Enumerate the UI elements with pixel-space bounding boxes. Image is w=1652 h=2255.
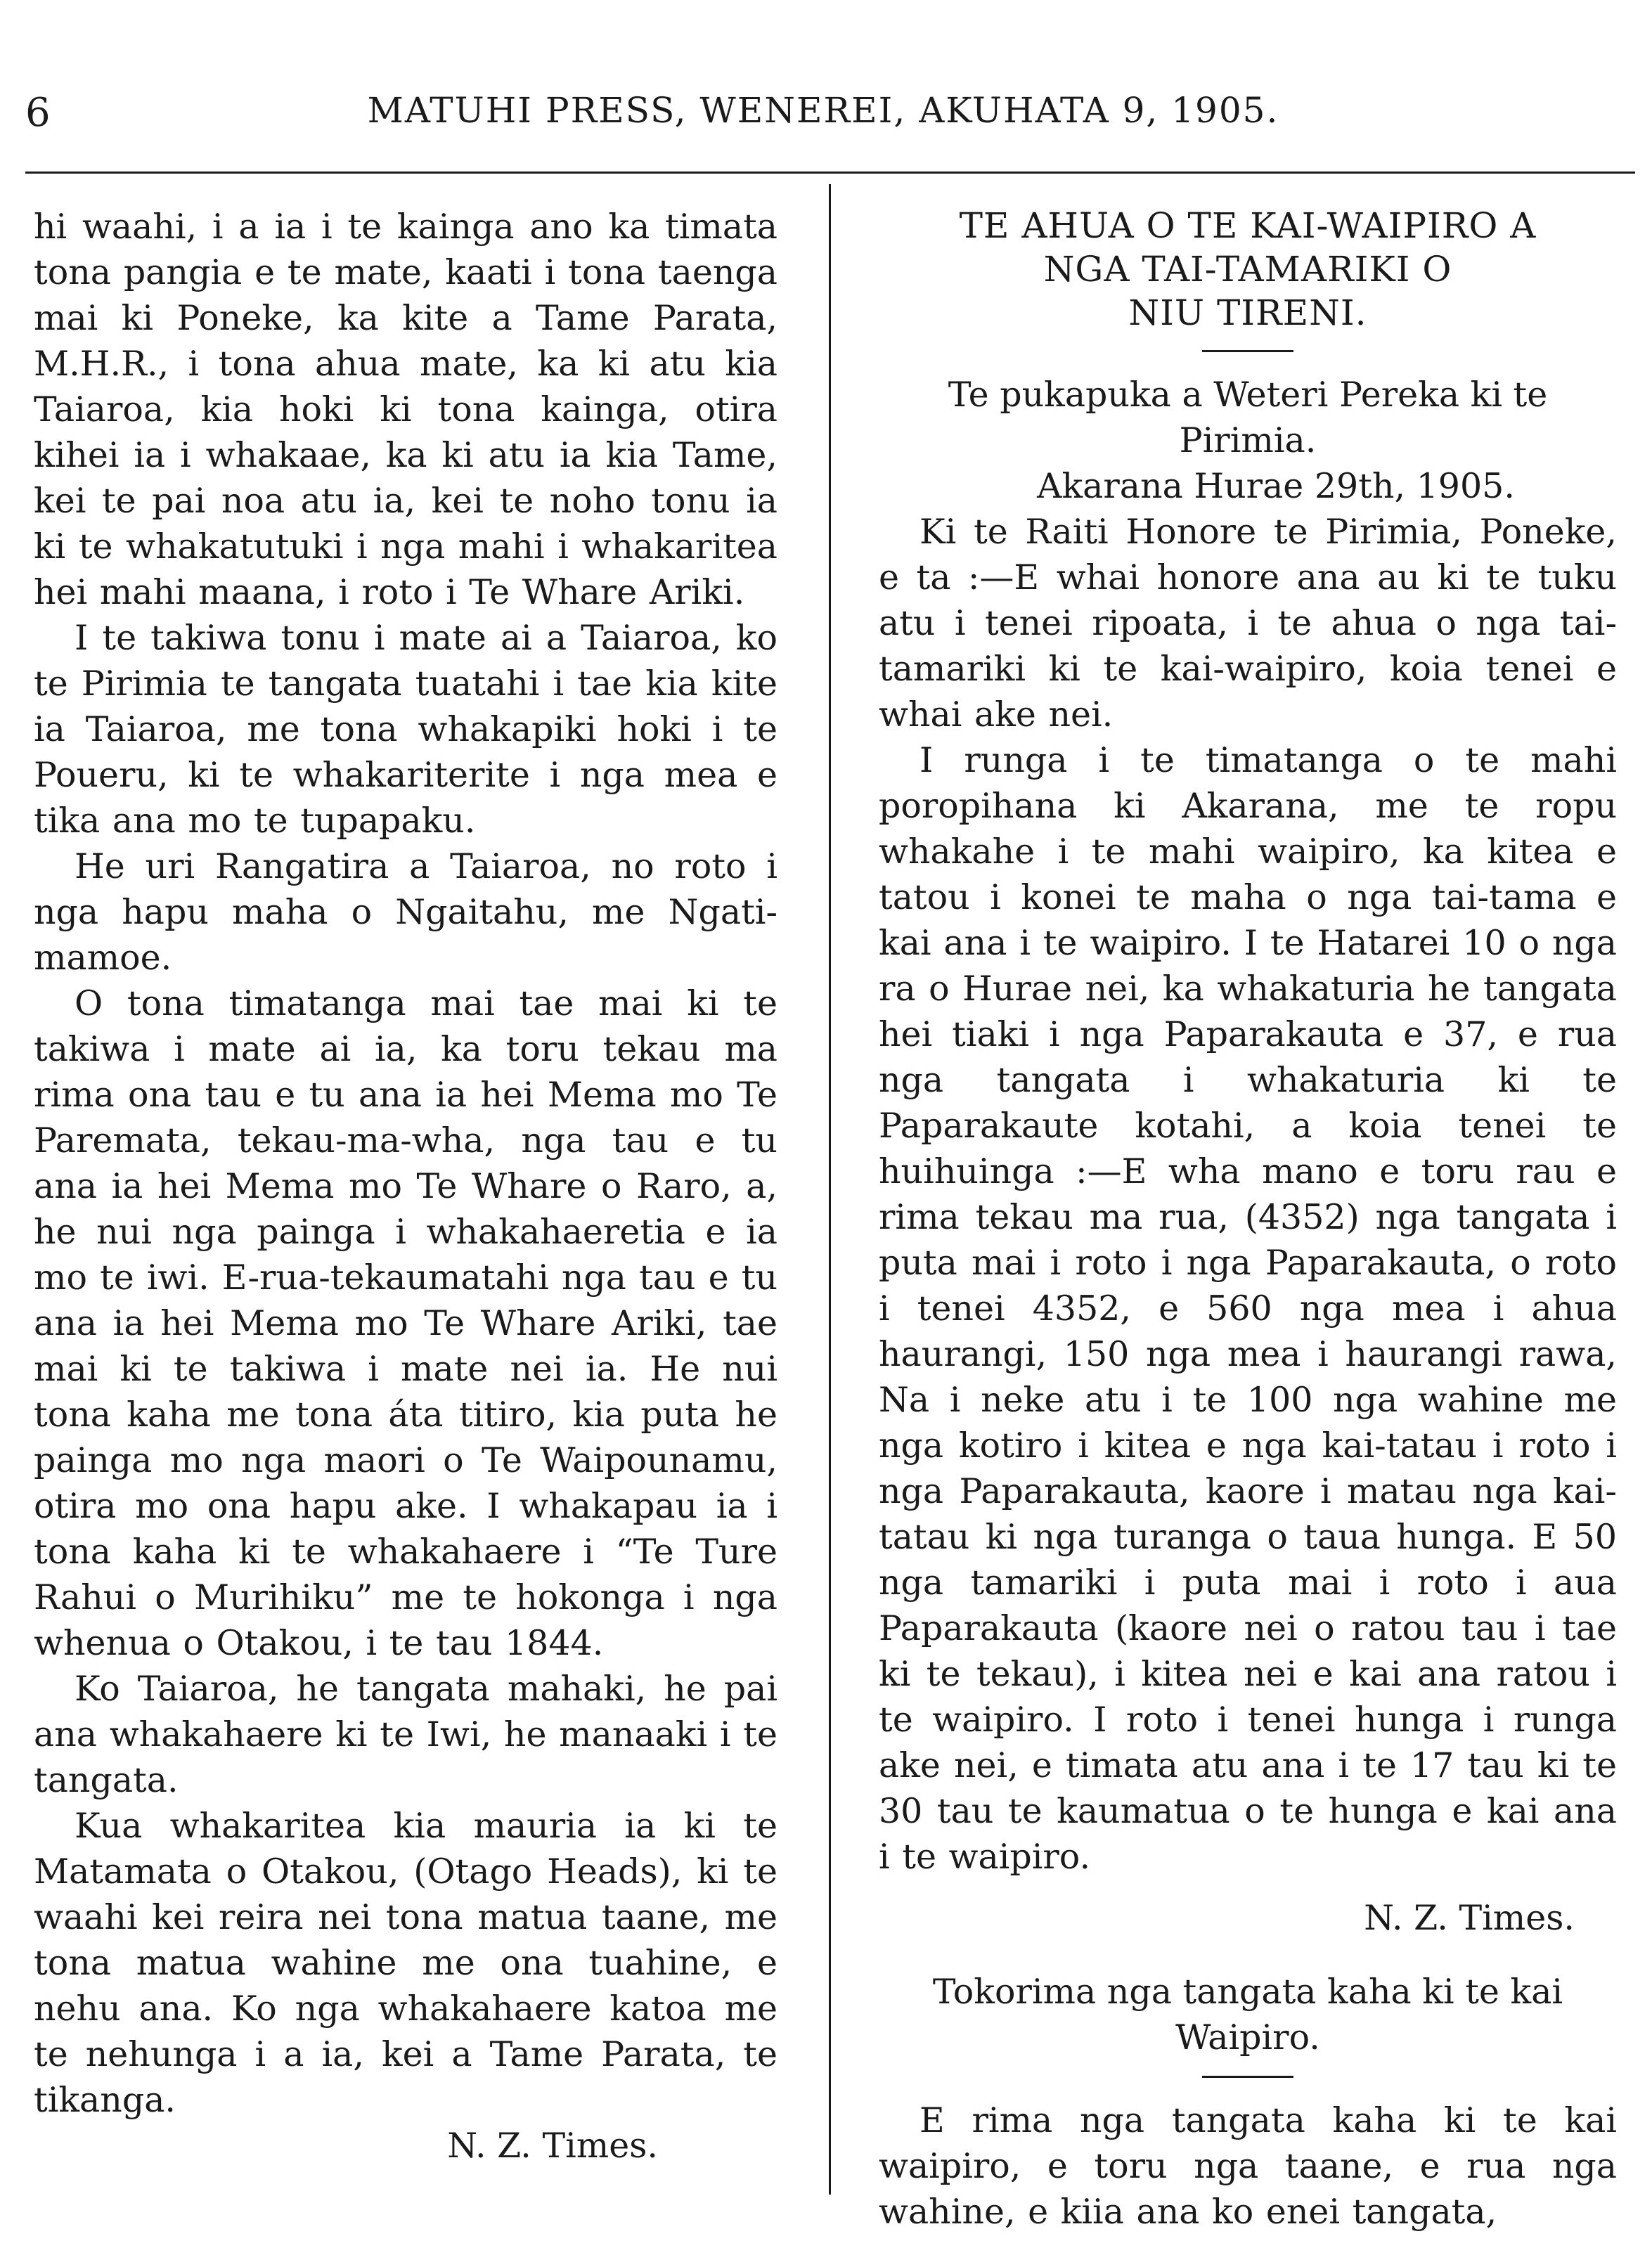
article-paragraph: I runga i te timatanga o te mahi poropihana ki Akarana, me te ropu whakahe i te mahi waipiro, ka kitea e tatou i konei te maha o nga tai-tama e kai ana i te waipiro. I te Hatarei 10 o nga ra o Hurae nei, ka whakaturia he tangata hei tiaki i nga Paparakauta e 37, e rua nga tangata i whakaturia ki te Paparakaute kotahi, a koia tenei te huihuinga :—E wha mano e toru rau e rima tekau ma rua, (4352) nga tangata i puta mai i roto i nga Paparakauta, o roto i tenei 4352, e 560 nga mea i ahua haurangi, 150 nga mea i haurangi rawa, Na i neke atu i te 100 nga wahine me nga kotiro i kitea e nga kai-tatau i roto i nga Paparakauta, kaore i matau nga kai-tatau ki nga turanga o taua hunga. E 50 nga tamariki i puta mai i roto i aua Paparakauta (kaore nei o ratou tau i tae ki te tekau), i kitea nei e kai ana ratou i te waipiro. I roto i tenei hunga i runga ake nei, e timata atu ana i te 17 tau ki te 30 tau te kaumatua o te hunga e kai ana i te waipiro. <box>879 740 1617 1877</box>
article-paragraph: hi waahi, i a ia i te kainga ano ka timata tona pangia e te mate, kaati i tona taenga mai ki Poneke, ka kite a Tame Parata, M.H.R., i tona ahua mate, ka ki atu kia Taiaroa, kia hoki ki tona kainga, otira kihei ia i whakaae, ka ki atu ia kia Tame, kei te pai noa atu ia, kei te noho tonu ia ki te whakatutuki i nga mahi i whakaritea hei mahi maana, i roto i Te Whare Ariki. <box>34 207 777 612</box>
article-paragraph: Ki te Raiti Honore te Pirimia, Poneke, e ta :—E whai honore ana au ki te tuku atu i tenei ripoata, i te ahua o nga tai-tamariki ki te kai-waipiro, koia tenei e whai ake nei. <box>879 512 1617 735</box>
article-paragraph: E rima nga tangata kaha ki te kai waipiro, e toru nga taane, e rua nga wahine, e kiia ana ko enei tangata, <box>879 2100 1617 2232</box>
section-rule <box>1202 350 1293 352</box>
left-column <box>34 204 777 2169</box>
article-paragraph: Kua whakaritea kia mauria ia ki te Matamata o Otakou, (Otago Heads), ki te waahi kei reira nei tona matua taane, me tona matua wahine me ona tuahine, e nehu ana. Ko nga whakahaere katoa me te nehunga i a ia, kei a Tame Parata, te tikanga. <box>34 1806 777 2120</box>
dateline: Akarana Hurae 29th, 1905. <box>1037 466 1515 506</box>
right-column <box>879 204 1617 2235</box>
article-signature: N. Z. Times. <box>447 2126 658 2166</box>
article-paragraph: O tona timatanga mai tae mai ki te takiwa i mate ai ia, ka toru tekau ma rima ona tau e tu ana ia hei Mema mo Te Paremata, tekau-ma-wha, nga tau e tu ana ia hei Mema mo Te Whare o Raro, a, he nui nga painga i whakahaeretia e ia mo te iwi. E-rua-tekaumatahi nga tau e tu ana ia hei Mema mo Te Whare Ariki, tae mai ki te takiwa i mate nei ia. He nui tona kaha me tona áta titiro, kia puta he painga mo nga maori o Te Waipounamu, otira mo ona hapu ake. I whakapau ia i tona kaha ki te whakahaere i “Te Ture Rahui o Murihiku” me te hokonga i nga whenua o Otakou, i te tau 1844. <box>34 983 777 1663</box>
page-header <box>25 90 1621 146</box>
column-divider <box>829 184 831 2195</box>
article-subtitle-line: Pirimia. <box>1179 420 1317 460</box>
second-article-heading-line: Waipiro. <box>1175 2017 1320 2057</box>
article-paragraph: I te takiwa tonu i mate ai a Taiaroa, ko te Pirimia te tangata tuatahi i tae kia kite ia Taiaroa, me tona whakapiki hoki i te Poueru, ki te whakariterite i nga mea e tika ana mo te tupapaku. <box>34 618 777 841</box>
article-paragraph: He uri Rangatira a Taiaroa, no roto i nga hapu maha o Ngaitahu, me Ngati-mamoe. <box>34 846 777 978</box>
article-signature: N. Z. Times. <box>1364 1898 1575 1938</box>
article-subtitle-line: Te pukapuka a Weteri Pereka ki te <box>948 375 1548 415</box>
section-rule <box>1202 2076 1293 2078</box>
article-title-line: TE AHUA O TE KAI-WAIPIRO A <box>959 205 1537 246</box>
second-article-heading-line: Tokorima nga tangata kaha ki te kai <box>932 1972 1563 2012</box>
article-title-line: NGA TAI-TAMARIKI O <box>1043 249 1452 290</box>
article-title-line: NIU TIRENI. <box>1128 292 1367 333</box>
article-paragraph: Ko Taiaroa, he tangata mahaki, he pai ana whakahaere ki te Iwi, he manaaki i te tangata. <box>34 1669 777 1800</box>
header-rule <box>25 172 1635 174</box>
page-number: 6 <box>25 90 51 136</box>
running-head: MATUHI PRESS, WENEREI, AKUHATA 9, 1905. <box>367 90 1279 131</box>
